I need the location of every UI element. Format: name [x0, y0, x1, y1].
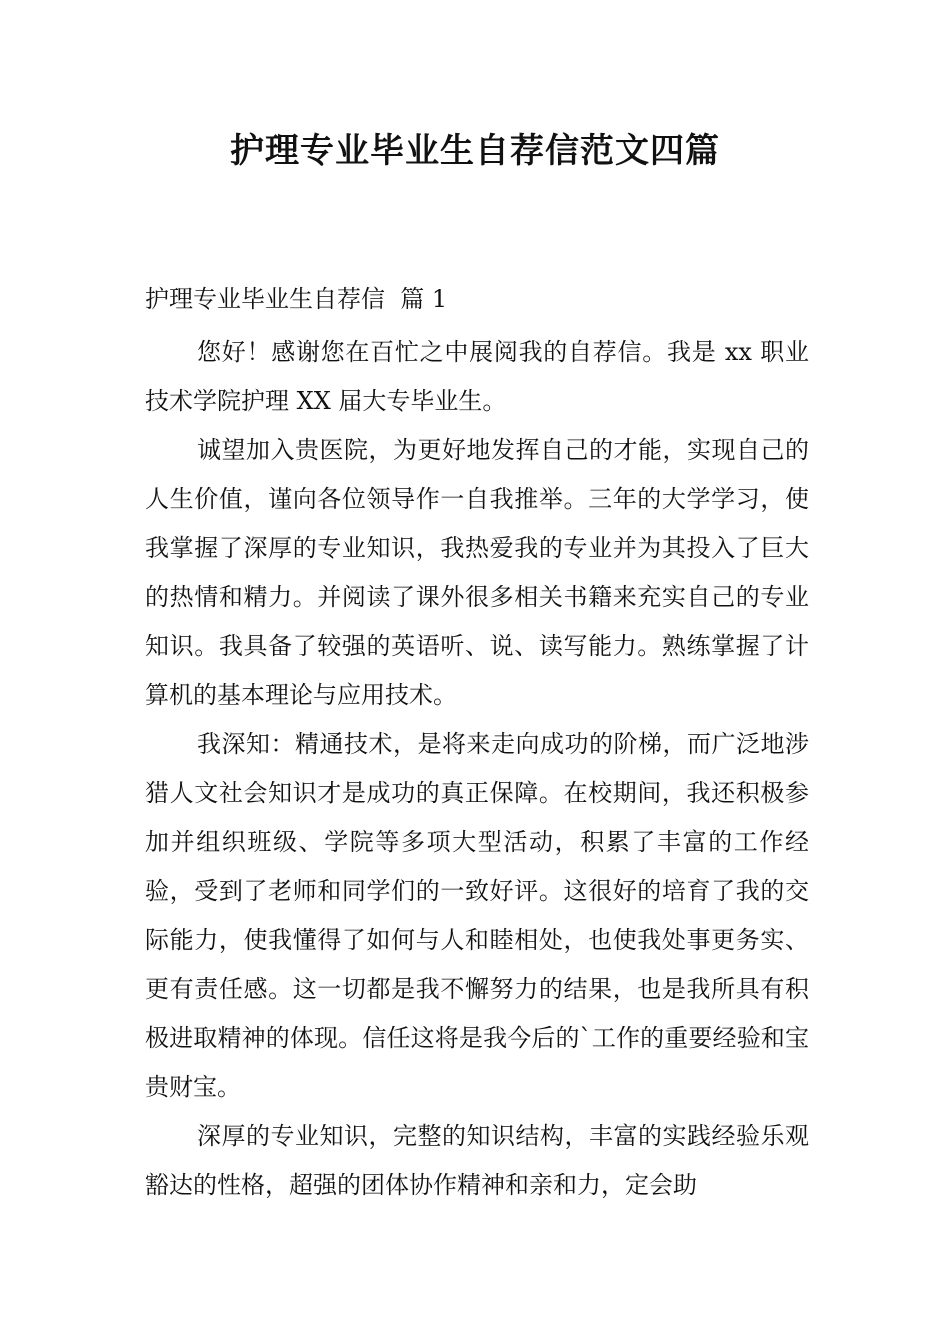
paragraph-3: 我深知：精通技术，是将来走向成功的阶梯，而广泛地涉猎人文社会知识才是成功的真正保障。在校期间，我还积极参加并组织班级、学院等多项大型活动，积累了丰富的工作经验，受到了老师和同学们的一致好评。这很好的培育了我的交际能力，使我懂得了如何与人和睦相处，也使我处事更务实、更有责任感。这一切都是我不懈努力的结果，也是我所具有积极进取精神的体现。信任这将是我今后的`工作的重要经验和宝贵财宝。: [145, 730, 809, 1101]
paragraph-1: 您好！感谢您在百忙之中展阅我的自荐信。我是 xx 职业技术学院护理 XX 届大专毕业生。: [145, 338, 809, 415]
paragraph-2: 诚望加入贵医院，为更好地发挥自己的才能，实现自己的人生价值，谨向各位领导作一自我推举。三年的大学学习，使我掌握了深厚的专业知识，我热爱我的专业并为其投入了巨大的热情和精力。并阅读了课外很多相关书籍来充实自己的专业知识。我具备了较强的英语听、说、读写能力。熟练掌握了计算机的基本理论与应用技术。: [145, 436, 809, 709]
paragraph-4: 深厚的专业知识，完整的知识结构，丰富的实践经验乐观豁达的性格，超强的团体协作精神和亲和力，定会助: [145, 1122, 809, 1199]
section-heading: 护理专业毕业生自荐信 篇 1: [145, 285, 448, 313]
document-title: 护理专业毕业生自荐信范文四篇: [230, 131, 720, 171]
body-text: [145, 328, 809, 1210]
